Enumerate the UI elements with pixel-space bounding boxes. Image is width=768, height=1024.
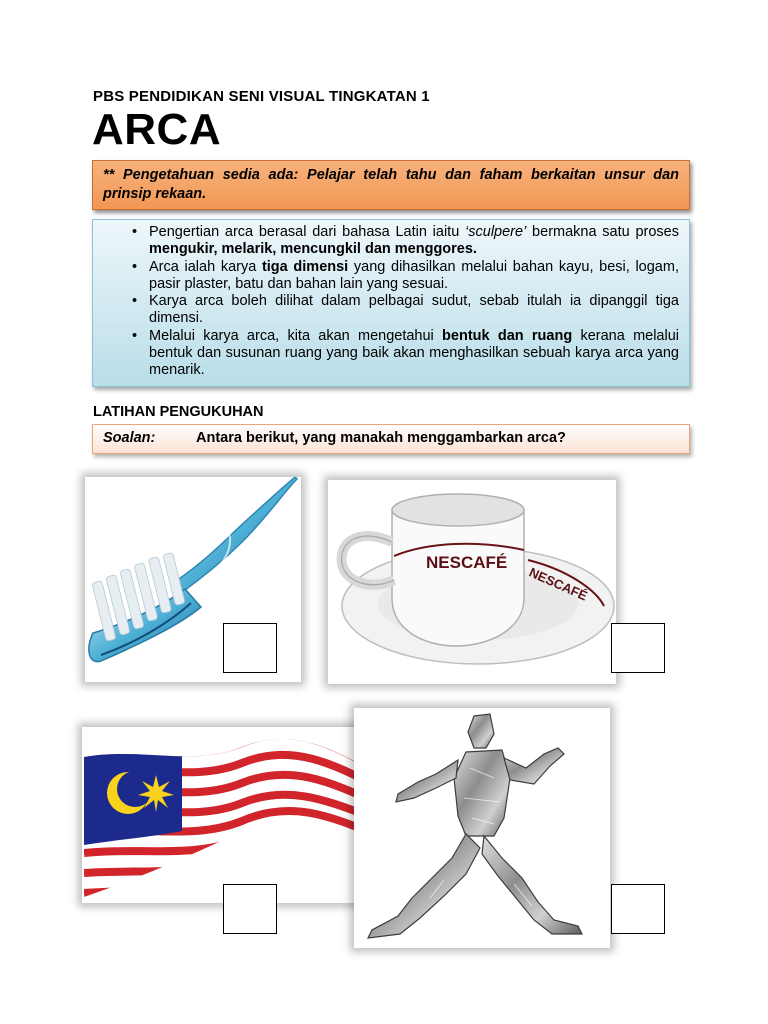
answer-box-malaysia-flag[interactable]: [223, 884, 277, 934]
coffee-cup-icon: [328, 480, 616, 684]
note-item: [103, 293, 679, 328]
prior-knowledge-box: ** Pengetahuan sedia ada: Pelajar telah tahu dan faham berkaitan unsur dan prinsip rekaan.: [92, 160, 690, 210]
notes-box: [92, 219, 690, 387]
note-text: kerana melalui bentuk dan susunan ruang yang baik akan menghasilkan sebuah karya arca yang menarik.: [149, 327, 679, 379]
note-text: yang dihasilkan melalui bahan kayu, besi, logam, pasir plaster, batu dan bahan lain yang sesuai.: [149, 258, 679, 292]
question-text: Antara berikut, yang manakah menggambarkan arca?: [196, 430, 566, 446]
answer-box-metal-figure[interactable]: [611, 884, 665, 934]
bullet-icon: •: [132, 293, 138, 310]
question-box: [92, 424, 690, 454]
metal-figure-image: [354, 708, 610, 948]
answer-box-toothbrush[interactable]: [223, 623, 277, 673]
bullet-icon: •: [132, 327, 138, 344]
malaysia-flag-image: [82, 727, 384, 903]
malaysia-flag-icon: [82, 727, 384, 903]
metal-figure-icon: [354, 708, 610, 948]
note-text: ‘sculpere’: [465, 224, 527, 240]
subject-heading: PBS PENDIDIKAN SENI VISUAL TINGKATAN 1: [93, 88, 430, 105]
question-label: Soalan:: [103, 430, 156, 446]
page-title: ARCA: [92, 105, 222, 154]
note-item: [103, 259, 679, 294]
note-text: Melalui karya arca, kita akan mengetahui: [149, 327, 443, 344]
note-item: [103, 224, 679, 259]
note-text: bermakna satu proses: [526, 224, 679, 240]
notes-list: [103, 224, 679, 380]
answer-box-coffee-cup[interactable]: [611, 623, 665, 673]
note-text: tiga dimensi: [261, 258, 349, 275]
bullet-icon: •: [132, 258, 138, 275]
note-text: Karya arca boleh dilihat dalam pelbagai sudut, sebab itulah ia dipanggil tiga dimensi.: [149, 293, 679, 327]
note-text: mengukir, melarik, mencungkil dan menggores.: [149, 241, 477, 258]
coffee-cup-image: [328, 480, 616, 684]
section-title: LATIHAN PENGUKUHAN: [93, 404, 264, 420]
note-text: Arca ialah karya: [149, 258, 262, 275]
saucer-brand-text: NESCAFÉ: [526, 564, 590, 604]
note-text: Pengertian arca berasal dari bahasa Latin iaitu: [149, 224, 466, 240]
note-text: bentuk dan ruang: [442, 327, 573, 344]
note-item: [103, 328, 679, 380]
cup-brand-text: NESCAFÉ: [426, 553, 508, 572]
bullet-icon: •: [132, 224, 138, 240]
